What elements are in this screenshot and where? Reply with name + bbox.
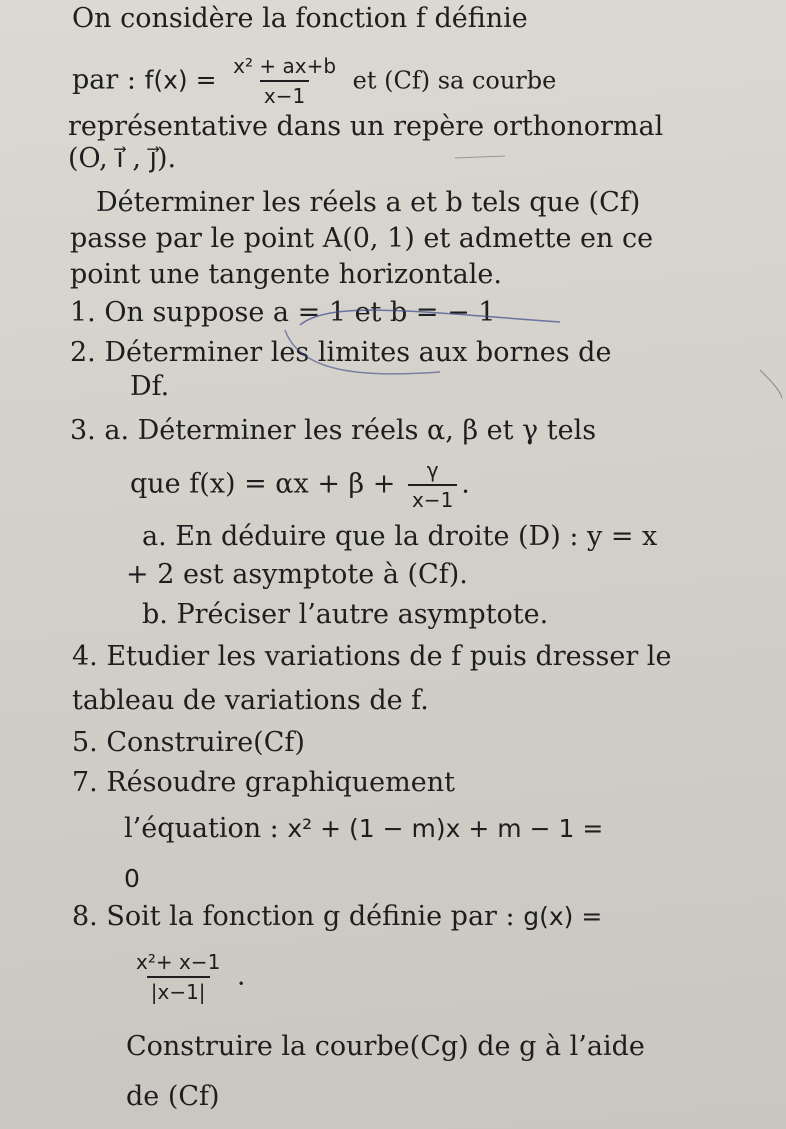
par-label: par : — [72, 64, 136, 96]
g-numerator: x²+ x−1 — [136, 950, 221, 974]
f-numerator: x² + ax+b — [233, 54, 337, 78]
question-5: 5. Construire(Cf) — [72, 727, 305, 758]
gamma-fraction — [408, 458, 457, 512]
pen-stroke-3 — [455, 156, 505, 158]
g-denominator: |x−1| — [147, 976, 210, 1004]
f-definition-lhs: f(x) = — [144, 65, 217, 95]
q3-expression: que f(x) = αx + β + — [130, 468, 396, 500]
question-4-line-2: tableau de variations de f. — [72, 685, 429, 716]
question-3b: b. Préciser l’autre asymptote. — [142, 599, 549, 630]
curve-intro: et (Cf) sa courbe — [352, 66, 557, 95]
gamma-denominator: x−1 — [408, 484, 457, 512]
question-2-line-2: Df. — [130, 371, 170, 402]
g-fraction — [132, 950, 224, 1004]
question-7-line-3: 0 — [124, 864, 140, 893]
question-8-line-3: de (Cf) — [126, 1081, 220, 1112]
intro-line-4: (O, ı⃗ , ȷ⃗). — [68, 143, 177, 174]
intro-line-3: représentative dans un repère orthonormal — [68, 111, 664, 142]
question-7-line-1: 7. Résoudre graphiquement — [72, 767, 455, 798]
question-2-line-1: 2. Déterminer les limites aux bornes de — [70, 337, 612, 368]
question-1: 1. On suppose a = 1 et b = − 1 — [70, 297, 496, 328]
pen-stroke-4 — [760, 370, 782, 398]
intro-line-2 — [72, 54, 556, 108]
f-denominator: x−1 — [260, 80, 309, 108]
q8-intro: 8. Soit la fonction g définie par : — [72, 901, 515, 932]
question-3-line-2 — [130, 458, 470, 512]
g-period: . — [236, 960, 246, 992]
gamma-numerator: γ — [426, 458, 439, 482]
q3-period: . — [461, 468, 470, 500]
task-line-3: point une tangente horizontale. — [70, 259, 502, 290]
question-3a-line-2: + 2 est asymptote à (Cf). — [126, 559, 468, 590]
task-line-2: passe par le point A(0, 1) et admette en ce — [70, 223, 654, 254]
task-line-1: Déterminer les réels a et b tels que (Cf) — [96, 187, 641, 218]
f-fraction — [229, 54, 340, 108]
question-4-line-1: 4. Etudier les variations de f puis dresser le — [72, 641, 672, 672]
question-8-line-2: Construire la courbe(Cg) de g à l’aide — [126, 1031, 645, 1062]
question-8-g-formula — [128, 950, 245, 1004]
question-7-line-2 — [124, 812, 603, 846]
intro-line-1: On considère la fonction f définie — [72, 3, 528, 34]
equation-label: l’équation : — [124, 813, 279, 844]
question-3a-line-1: a. En déduire que la droite (D) : y = x — [142, 521, 658, 552]
g-definition-lhs: g(x) = — [523, 902, 603, 931]
question-8-line-1 — [72, 900, 602, 934]
equation: x² + (1 − m)x + m − 1 = — [287, 814, 604, 843]
question-3-line-1: 3. a. Déterminer les réels α, β et γ tels — [70, 415, 597, 446]
